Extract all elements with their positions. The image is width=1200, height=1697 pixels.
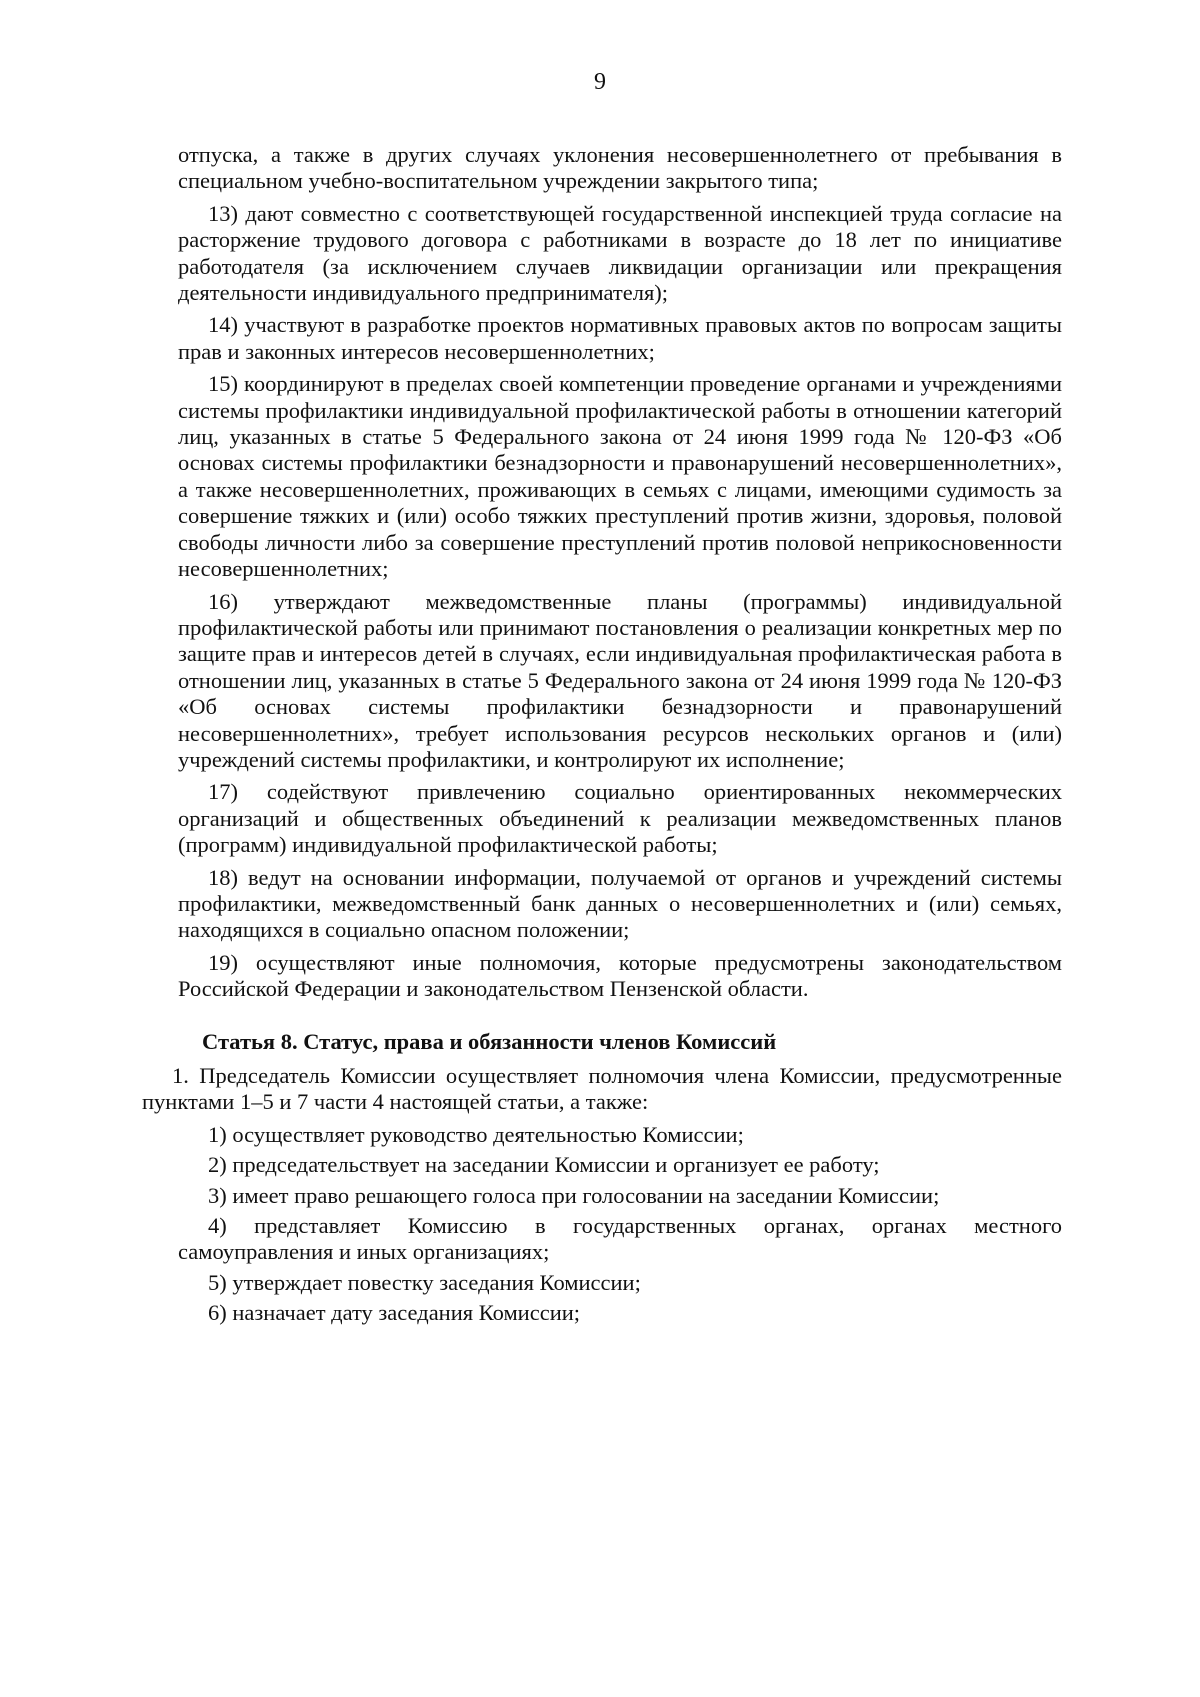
paragraph-item-16: 16) утверждают межведомственные планы (программы) индивидуальной профилактической работы или принимают постановления о реализации конкретных мер по защите прав и интересов детей в случаях, если индивидуальная профилактическая работа в отношении лиц, указанных в статье 5 Федерального закона от 24 июня 1999 года № 120-ФЗ «Об основах системы профилактики безнадзорности и правонарушений несовершеннолетних», требует использования ресурсов нескольких органов и (или) учреждений системы профилактики, и контролируют их исполнение; bbox=[178, 588, 1062, 772]
paragraph-continuation: отпуска, а также в других случаях уклонения несовершеннолетнего от пребывания в специальном учебно-воспитательном учреждении закрытого типа; bbox=[178, 142, 1062, 194]
paragraph-item-19: 19) осуществляют иные полномочия, которые предусмотрены законодательством Российской Федерации и законодательством Пензенской области. bbox=[178, 949, 1062, 1002]
article-list-item-6: 6) назначает дату заседания Комиссии; bbox=[208, 1300, 581, 1326]
paragraph-item-15: 15) координируют в пределах своей компетенции проведение органами и учреждениями системы профилактики индивидуальной профилактической работы в отношении категорий лиц, указанных в статье 5 Федерального закона от 24 июня 1999 года № 120-ФЗ «Об основах системы профилактики безнадзорности и правонарушений несовершеннолетних», а также несовершеннолетних, проживающих в семьях с лицами, имеющими судимость за совершение тяжких и (или) особо тяжких преступлений против жизни, здоровья, половой свободы личности либо за совершение преступлений против половой неприкосновенности несовершеннолетних; bbox=[178, 371, 1062, 582]
paragraph-item-13: 13) дают совместно с соответствующей государственной инспекцией труда согласие на расторжение трудового договора с работниками в возрасте до 18 лет по инициативе работодателя (за исключением случаев ликвидации организации или прекращения деятельности индивидуального предпринимателя); bbox=[178, 200, 1062, 306]
article-list-item-3: 3) имеет право решающего голоса при голосовании на заседании Комиссии; bbox=[208, 1182, 940, 1208]
paragraph-item-17: 17) содействуют привлечению социально ориентированных некоммерческих организаций и общественных объединений к реализации межведомственных планов (программ) индивидуальной профилактической работы; bbox=[178, 779, 1062, 858]
paragraph-item-18: 18) ведут на основании информации, получаемой от органов и учреждений системы профилактики, межведомственный банк данных о несовершеннолетних и (или) семьях, находящихся в социально опасном положении; bbox=[178, 864, 1062, 943]
article-intro: 1. Председатель Комиссии осуществляет полномочия члена Комиссии, предусмотренные пунктами 1–5 и 7 части 4 настоящей статьи, а также: bbox=[142, 1063, 1062, 1115]
article-heading: Статья 8. Статус, права и обязанности членов Комиссий bbox=[202, 1028, 777, 1054]
paragraph-item-14: 14) участвуют в разработке проектов нормативных правовых актов по вопросам защиты прав и законных интересов несовершеннолетних; bbox=[178, 312, 1062, 364]
article-list-item-2: 2) председательствует на заседании Комиссии и организует ее работу; bbox=[208, 1152, 880, 1178]
page-number: 9 bbox=[594, 69, 606, 95]
article-list-item-4: 4) представляет Комиссию в государственных органах, органах местного самоуправления и иных организациях; bbox=[178, 1213, 1062, 1265]
document-body bbox=[142, 142, 1062, 1331]
article-list-item-1: 1) осуществляет руководство деятельностью Комиссии; bbox=[208, 1121, 744, 1147]
article-list-item-5: 5) утверждает повестку заседания Комиссии; bbox=[208, 1269, 641, 1295]
